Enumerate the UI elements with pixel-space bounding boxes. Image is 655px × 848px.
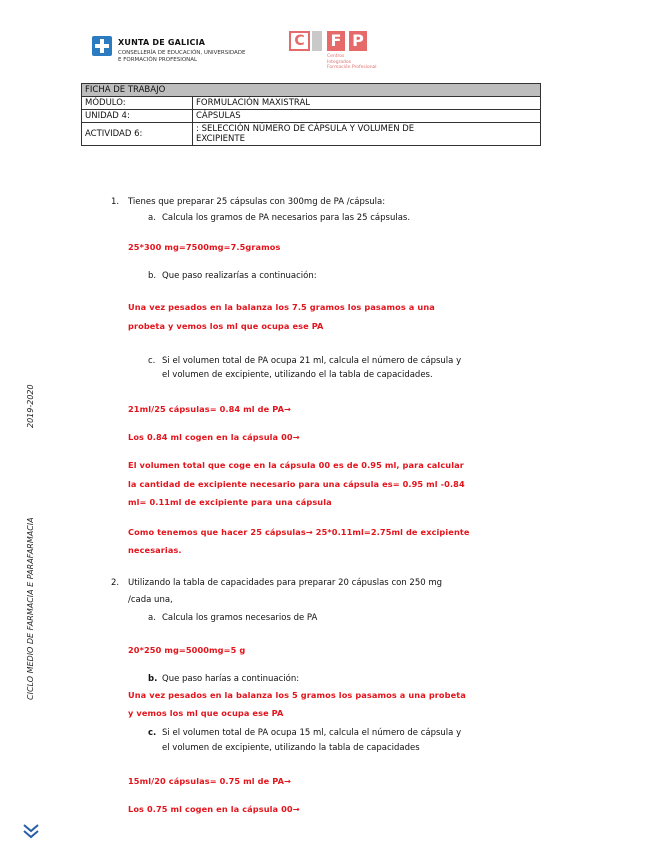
ficha-key: ACTIVIDAD 6:	[82, 123, 193, 146]
cifp-letter-p: P	[349, 31, 367, 51]
q2b-number: b.	[148, 674, 158, 684]
cifp-logo	[289, 30, 409, 72]
double-chevron-down-icon	[22, 822, 40, 840]
a1c-answer-4: la cantidad de excipiente necesario para una cápsula es= 0.95 ml -0.84	[128, 479, 465, 489]
q1b-text: Que paso realizarías a continuación:	[162, 271, 317, 281]
q1c-text-2: el volumen de excipiente, utilizando el la tabla de capacidades.	[162, 370, 433, 380]
a1c-answer-1: 21ml/25 cápsulas= 0.84 ml de PA→	[128, 404, 291, 414]
q2c-text-1: Si el volumen total de PA ocupa 15 ml, calcula el número de cápsula y	[162, 728, 462, 738]
q2b-text: Que paso harías a continuación:	[162, 674, 300, 684]
a1b-answer-2: probeta y vemos los ml que ocupa ese PA	[128, 321, 324, 331]
ficha-table	[81, 83, 541, 146]
a1c-answer-2: Los 0.84 ml cogen en la cápsula 00→	[128, 432, 300, 442]
a1c-answer-7: necesarias.	[128, 545, 182, 555]
q1-number: 1.	[111, 197, 120, 207]
a2b-answer-2: y vemos los ml que ocupa ese PA	[128, 708, 284, 718]
ficha-title: FICHA DE TRABAJO	[82, 84, 541, 97]
q2-text-1: Utilizando la tabla de capacidades para preparar 20 cápuslas con 250 mg	[128, 578, 443, 588]
a2c-answer-2: Los 0.75 ml cogen en la cápsula 00→	[128, 804, 300, 814]
ficha-key: UNIDAD 4:	[82, 110, 193, 123]
q1c-text-1: Si el volumen total de PA ocupa 21 ml, calcula el número de cápsula y	[162, 356, 462, 366]
ficha-value: CÁPSULAS	[193, 110, 541, 123]
q2a-text: Calcula los gramos necesarios de PA	[162, 613, 318, 623]
ficha-row	[82, 110, 541, 123]
ficha-row	[82, 123, 541, 146]
a2a-answer: 20*250 mg=5000mg=5 g	[128, 645, 246, 655]
ficha-row	[82, 97, 541, 110]
side-cycle: CICLO MEDIO DE FARMACIA E PARAFARMACIA	[26, 517, 35, 700]
a1a-answer: 25*300 mg=7500mg=7.5gramos	[128, 242, 281, 252]
a1c-answer-3: El volumen total que coge en la cápsula 00 es de 0.95 ml, para calcular	[128, 460, 464, 470]
xunta-subtitle	[118, 50, 245, 64]
q1b-number: b.	[148, 271, 157, 281]
xunta-logo-icon	[92, 36, 112, 56]
a2c-answer-1: 15ml/20 cápsulas= 0.75 ml de PA→	[128, 776, 291, 786]
a2b-answer-1: Una vez pesados en la balanza los 5 gramos los pasamos a una probeta	[128, 690, 466, 700]
q2-text-2: /cada una,	[128, 595, 173, 605]
cifp-sub-1: Centros	[327, 54, 345, 59]
q2c-text-2: el volumen de excipiente, utilizando la tabla de capacidades	[162, 743, 420, 753]
page-header	[92, 30, 412, 75]
ficha-value-line-2: EXCIPIENTE	[196, 134, 245, 144]
ficha-value-line-1: : SELECCIÓN NÚMERO DE CÁPSULA Y VOLUMEN DE	[196, 124, 415, 134]
q1-text: Tienes que preparar 25 cápsulas con 300mg de PA /cápsula:	[128, 197, 386, 207]
ficha-value: FORMULACIÓN MAXISTRAL	[193, 97, 541, 110]
ficha-value	[193, 123, 541, 146]
side-year: 2019-2020	[26, 384, 35, 428]
cifp-letter-i: I	[312, 31, 322, 51]
cifp-sub-2: Integrados	[327, 59, 352, 65]
cifp-letter-c: C	[289, 31, 310, 51]
cifp-subtitle	[327, 54, 377, 71]
a1c-answer-6: Como tenemos que hacer 25 cápsulas→ 25*0.11ml=2.75ml de excipiente	[128, 527, 470, 537]
q1a-text: Calcula los gramos de PA necesarios para las 25 cápsulas.	[162, 213, 411, 223]
xunta-title: XUNTA DE GALICIA	[118, 38, 206, 47]
xunta-sub-line-1: CONSELLERÍA DE EDUCACIÓN, UNIVERSIDADE	[118, 50, 246, 56]
a1c-answer-5: ml= 0.11ml de excipiente para una cápsula	[128, 497, 332, 507]
q2-number: 2.	[111, 578, 120, 588]
q1a-number: a.	[148, 213, 156, 223]
q1c-number: c.	[148, 356, 156, 366]
q2c-number: c.	[148, 728, 157, 738]
cifp-letter-f: F	[327, 31, 345, 51]
ficha-key: MÓDULO:	[82, 97, 193, 110]
cifp-sub-3: Formación Profesional	[327, 65, 377, 70]
xunta-sub-line-2: E FORMACIÓN PROFESIONAL	[118, 57, 198, 63]
q2a-number: a.	[148, 613, 156, 623]
a1b-answer-1: Una vez pesados en la balanza los 7.5 gramos los pasamos a una	[128, 302, 435, 312]
